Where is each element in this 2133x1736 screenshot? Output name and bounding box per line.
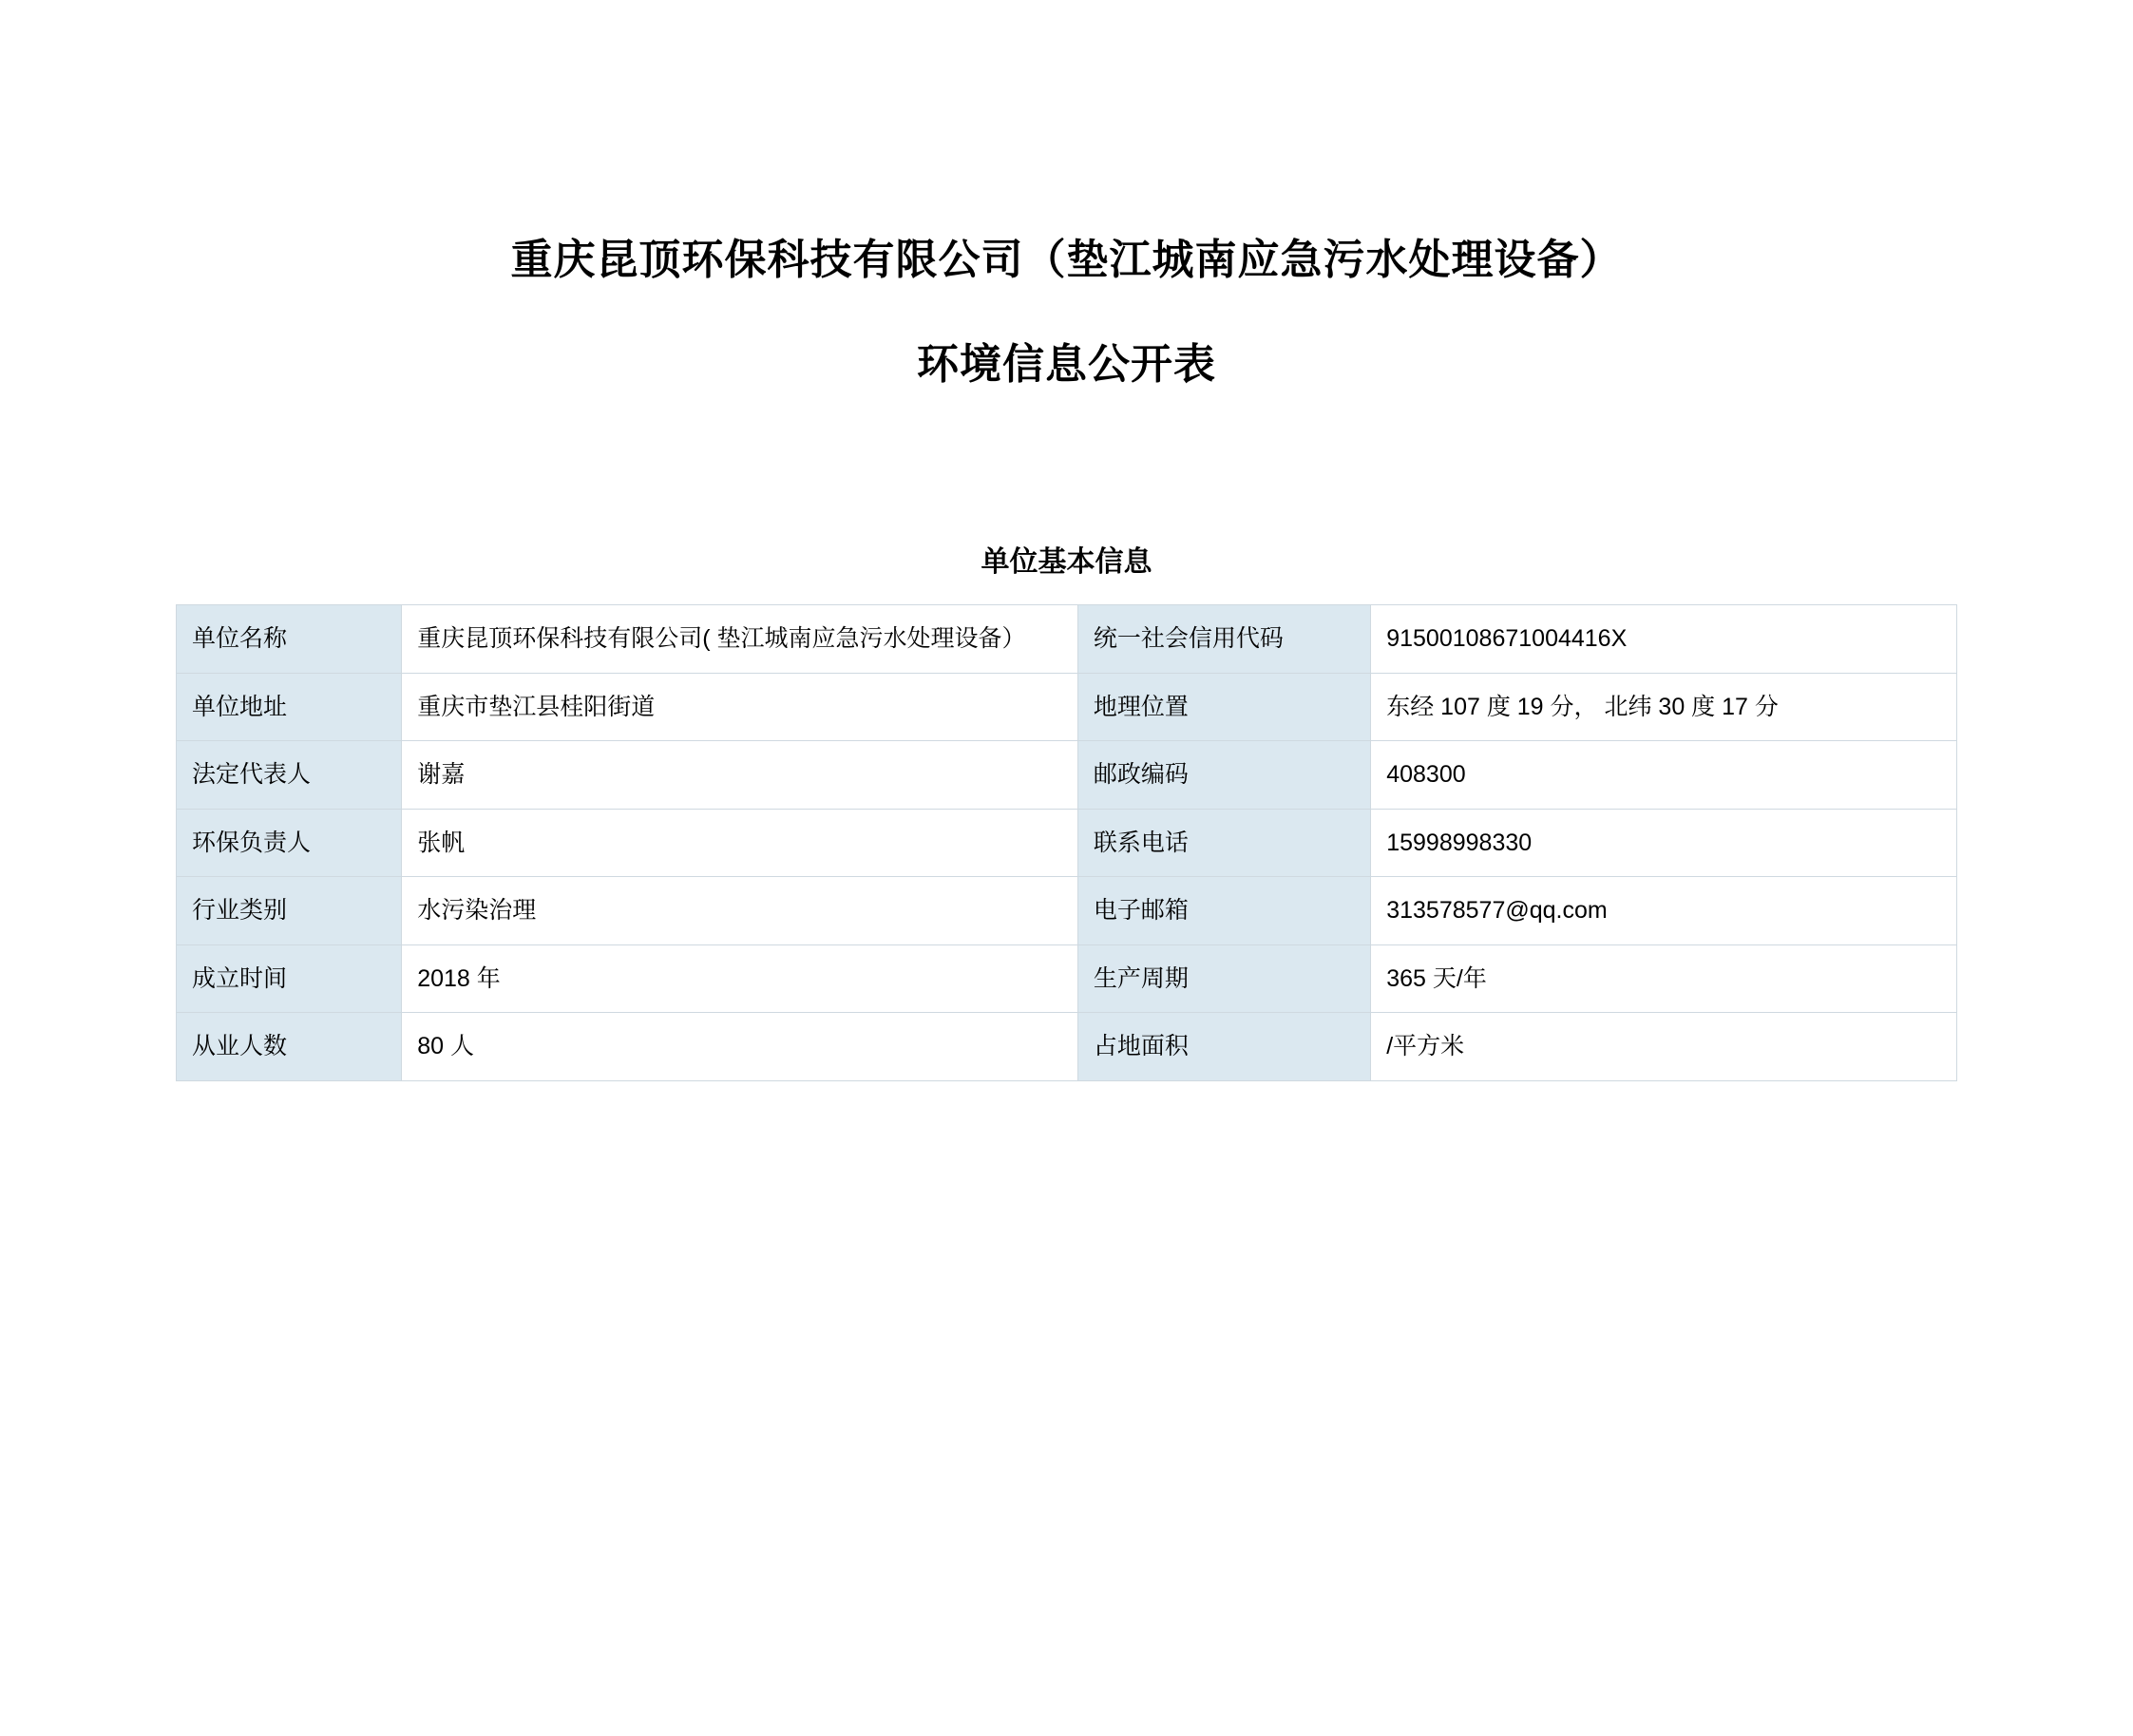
row-label-address: 单位地址 (177, 673, 402, 741)
row-value-postal-code: 408300 (1371, 741, 1957, 810)
row-value-legal-rep: 谢嘉 (402, 741, 1078, 810)
row-value-land-area: /平方米 (1371, 1013, 1957, 1081)
table-row (177, 673, 1957, 741)
row-label-postal-code: 邮政编码 (1077, 741, 1370, 810)
row-label-email: 电子邮箱 (1077, 877, 1370, 945)
basic-info-table (176, 604, 1957, 1081)
row-label-legal-rep: 法定代表人 (177, 741, 402, 810)
table-row (177, 809, 1957, 877)
table-row (177, 944, 1957, 1013)
document-title-line-2: 环境信息公开表 (917, 341, 1216, 389)
row-label-phone: 联系电话 (1077, 809, 1370, 877)
row-label-employees: 从业人数 (177, 1013, 402, 1081)
document-title-line-1: 重庆昆顶环保科技有限公司（垫江城南应急污水处理设备） (510, 237, 1623, 283)
row-label-established: 成立时间 (177, 944, 402, 1013)
row-value-industry: 水污染治理 (402, 877, 1078, 945)
row-value-env-manager: 张帆 (402, 809, 1078, 877)
table-row (177, 877, 1957, 945)
row-label-env-manager: 环保负责人 (177, 809, 402, 877)
row-value-credit-code: 91500108671004416X (1371, 605, 1957, 674)
row-value-unit-name: 重庆昆顶环保科技有限公司( 垫江城南应急污水处理设备） (402, 605, 1078, 674)
document-page (0, 228, 2133, 1736)
table-row (177, 741, 1957, 810)
row-value-address: 重庆市垫江县桂阳街道 (402, 673, 1078, 741)
row-value-email: 313578577@qq.com (1371, 877, 1957, 945)
row-value-established: 2018 年 (402, 944, 1078, 1013)
table-row (177, 605, 1957, 674)
row-value-production-cycle: 365 天/年 (1371, 944, 1957, 1013)
row-label-geo-location: 地理位置 (1077, 673, 1370, 741)
row-label-production-cycle: 生产周期 (1077, 944, 1370, 1013)
row-label-industry: 行业类别 (177, 877, 402, 945)
row-value-employees: 80 人 (402, 1013, 1078, 1081)
table-row (177, 1013, 1957, 1081)
row-label-credit-code: 统一社会信用代码 (1077, 605, 1370, 674)
row-value-phone: 15998998330 (1371, 809, 1957, 877)
section-title: 单位基本信息 (981, 546, 1152, 579)
row-value-geo-location: 东经 107 度 19 分， 北纬 30 度 17 分 (1371, 673, 1957, 741)
row-label-unit-name: 单位名称 (177, 605, 402, 674)
row-label-land-area: 占地面积 (1077, 1013, 1370, 1081)
